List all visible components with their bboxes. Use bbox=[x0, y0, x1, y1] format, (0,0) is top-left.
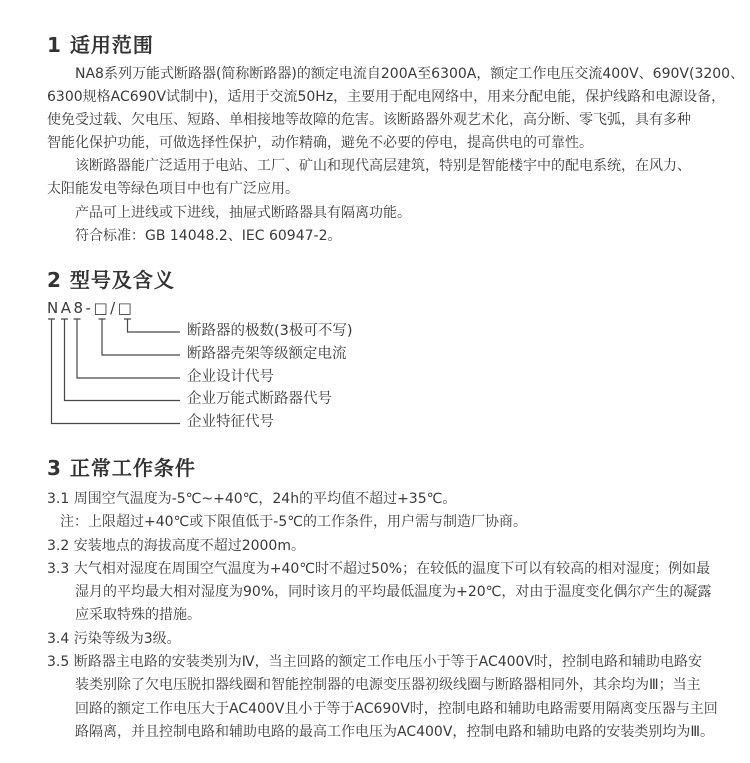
connector-line-enterprise-code bbox=[48, 319, 180, 424]
text-line: 符合标准：GB 14048.2、IEC 60947-2。 bbox=[75, 227, 342, 244]
model-label: 断路器壳架等级额定电流 bbox=[187, 345, 347, 362]
text-line: 注：上限超过+40℃或下限值低于-5℃的工作条件，用户需与制造厂协商。 bbox=[60, 514, 527, 531]
text-line: 3.5 断路器主电路的安装类别为Ⅳ，当主回路的额定工作电压小于等于AC400V时，控制电路和辅助电路安 bbox=[47, 654, 703, 671]
section-2-heading: 2 型号及含义 bbox=[47, 268, 175, 292]
text-line: 3.4 污染等级为3级。 bbox=[47, 630, 181, 647]
model-label: 企业设计代号 bbox=[187, 368, 274, 385]
connector-line-frame-current bbox=[99, 319, 181, 355]
text-line: 太阳能发电等绿色项目中也有广泛应用。 bbox=[47, 181, 299, 198]
connector-line-design-code bbox=[74, 319, 181, 378]
text-line: 产品可上进线或下进线，抽屉式断路器具有隔离功能。 bbox=[75, 204, 411, 221]
text-line: 该断路器能广泛适用于电站、工厂、矿山和现代高层建筑，特别是智能楼宇中的配电系统，在风力、 bbox=[75, 158, 691, 175]
text-line: 装类别除了欠电压脱扣器线圈和智能控制器的电源变压器初级线圈与断路器相同外，其余均为Ⅲ；当主 bbox=[75, 677, 701, 694]
text-line: 3.3 大气相对湿度在周围空气温度为+40℃时不超过50%；在较低的温度下可以有较高的相对湿度；例如最 bbox=[47, 560, 711, 577]
text-line: 6300规格AC690V试制中)，适用于交流50Hz，主要用于配电网络中，用来分配电能，保护线路和电源设备， bbox=[47, 89, 726, 106]
model-label: 断路器的极数(3极可不写) bbox=[187, 323, 353, 339]
text-line: NA8系列万能式断路器(简称断路器)的额定电流自200A至6300A，额定工作电压交流400V、690V(3200、 bbox=[75, 66, 745, 82]
section-1-heading: 1 适用范围 bbox=[47, 33, 154, 57]
model-code-text: NA8-□/□ bbox=[47, 299, 135, 317]
model-label: 企业特征代号 bbox=[187, 414, 274, 430]
model-meaning-labels bbox=[187, 320, 353, 434]
text-line: 智能化保护功能，可做选择性保护，动作精确，避免不必要的停电，提高供电的可靠性。 bbox=[47, 135, 593, 152]
section-1-paragraphs bbox=[47, 63, 745, 248]
text-line: 湿月的平均最大相对湿度为90%，同时该月的平均最低温度为+20℃，对由于温度变化偶尔产生的凝露 bbox=[75, 584, 712, 601]
text-line: 使免受过载、欠电压、短路、单相接地等故障的危害。该断路器外观艺术化，高分断、零飞弧，具有多种 bbox=[47, 112, 691, 129]
text-line: 应采取特殊的措施。 bbox=[75, 607, 201, 624]
text-line: 回路的额定工作电压大于AC400V且小于等于AC690V时，控制电路和辅助电路需要用隔离变压器与主回 bbox=[75, 700, 718, 717]
model-label: 企业万能式断路器代号 bbox=[187, 391, 332, 408]
text-line: 路隔离，并且控制电路和辅助电路的最高工作电压为AC400V，控制电路和辅助电路的安装类别均为Ⅲ。 bbox=[75, 723, 715, 740]
model-connector-lines bbox=[45, 315, 185, 429]
connector-line-acb-code bbox=[61, 319, 180, 401]
text-line: 3.2 安装地点的海拔高度不超过2000m。 bbox=[47, 537, 305, 554]
connector-line-poles bbox=[124, 319, 180, 332]
section-3-paragraphs bbox=[47, 488, 722, 744]
section-3-heading: 3 正常工作条件 bbox=[47, 456, 196, 480]
text-line: 3.1 周围空气温度为-5℃~+40℃，24h的平均值不超过+35℃。 bbox=[47, 491, 457, 507]
